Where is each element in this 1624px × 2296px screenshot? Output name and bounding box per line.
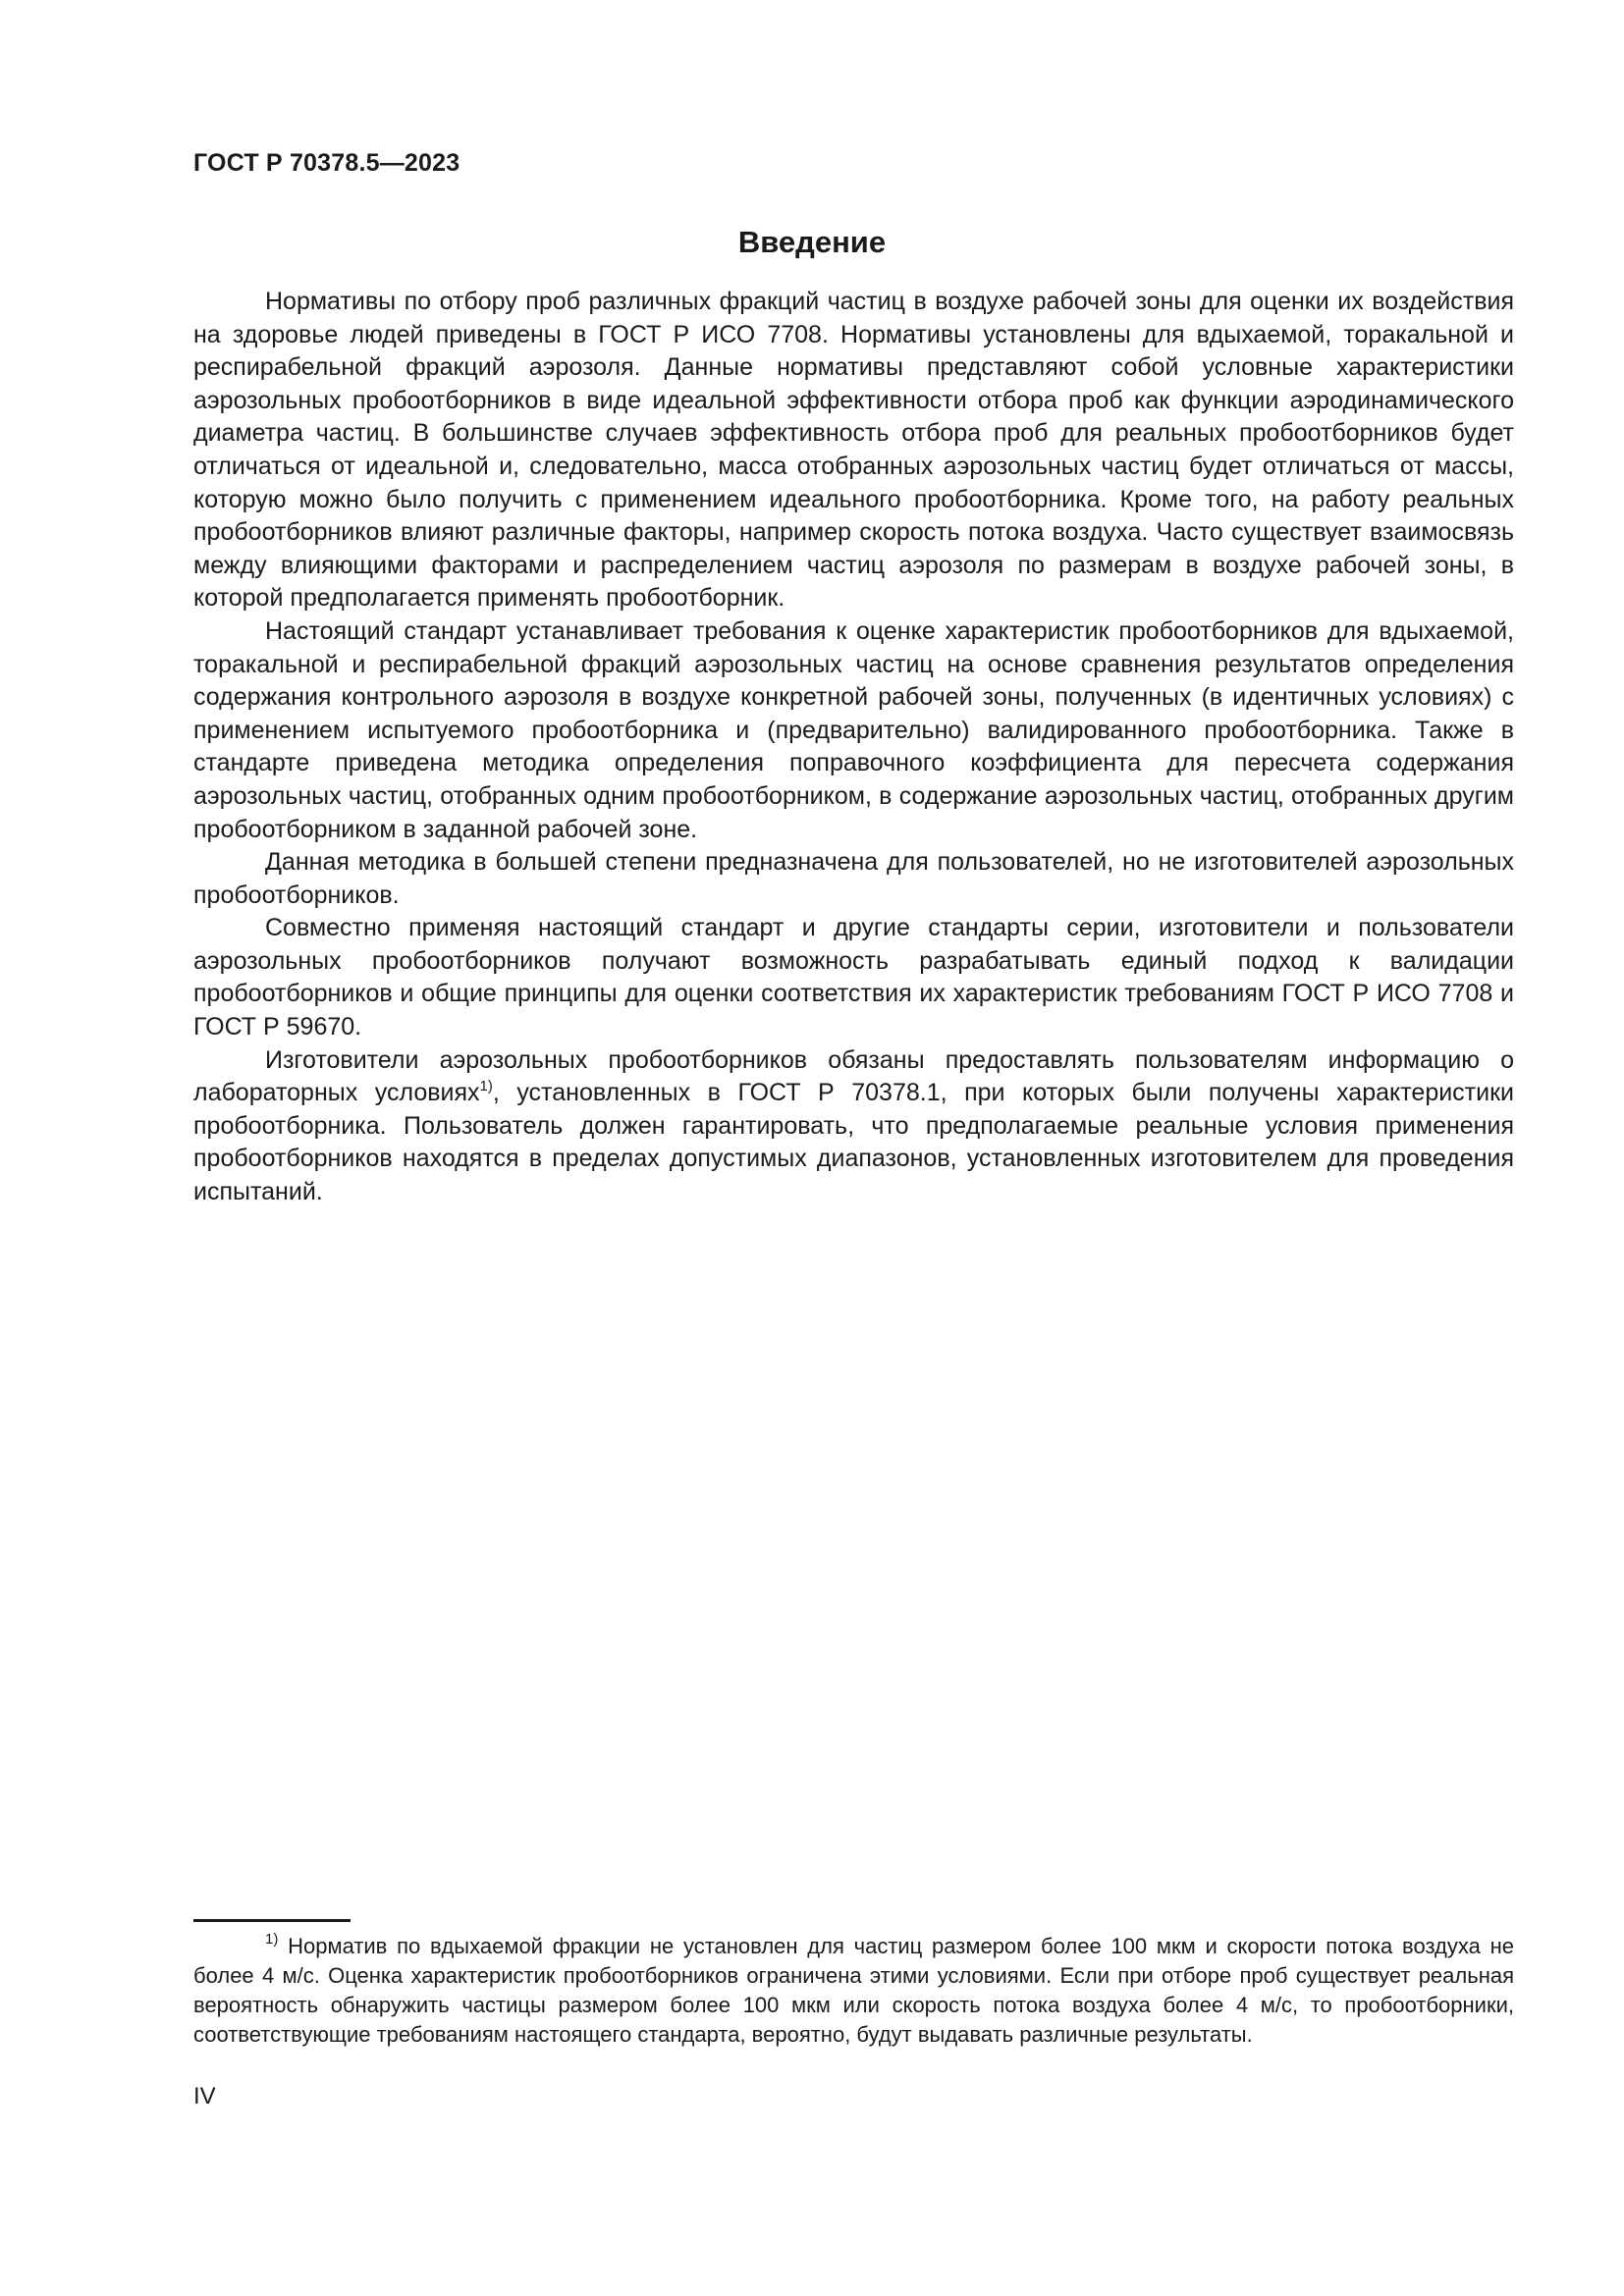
footnote-mark: 1): [265, 1931, 279, 1948]
footnote-paragraph: [193, 1932, 1514, 2050]
paragraph-4: Совместно применяя настоящий стандарт и другие стандарты серии, изготовители и пользователи аэрозольных пробоотборников получают возможность разрабатывать единый подход к валидации пробоотборников и общие принципы для оценки соответствия их характеристик требованиям ГОСТ Р ИСО 7708 и ГОСТ Р 59670.: [193, 914, 1514, 1041]
paragraph-1: Нормативы по отбору проб различных фракций частиц в воздухе рабочей зоны для оценки их воздействия на здоровье людей приведены в ГОСТ Р ИСО 7708. Нормативы установлены для вдыхаемой, торакальной и респирабельной фракций аэрозоля. Данные нормативы представляют собой условные характеристики аэрозольных пробоотборников в виде идеальной эффективности отбора проб как функции аэродинамического диаметра частиц. В большинстве случаев эффективность отбора проб для реальных пробоотборников будет отличаться от идеальной и, следовательно, масса отобранных аэрозольных частиц будет отличаться от массы, которую можно было получить с применением идеального пробоотборника. Кроме того, на работу реальных пробоотборников влияют различные факторы, например скорость потока воздуха. Часто существует взаимосвязь между влияющими факторами и распределением частиц аэрозоля по размерам в воздухе рабочей зоны, в которой предполагается применять пробоотборник.: [193, 288, 1514, 613]
body-text: [193, 286, 1514, 1209]
footnote-text: Норматив по вдыхаемой фракции не установлен для частиц размером более 100 мкм и скорости потока воздуха не более 4 м/с. Оценка характеристик пробоотборников ограничена этими условиями. Если при отборе проб существует реальная вероятность обнаружить частицы размером более 100 мкм или скорость потока воздуха более 4 м/с, то пробоотборники, соответствующие требованиям настоящего стандарта, вероятно, будут выдавать различные результаты.: [193, 1934, 1514, 2047]
footnote-separator: [193, 1919, 351, 1922]
paragraph-2: Настоящий стандарт устанавливает требования к оценке характеристик пробоотборников для вдыхаемой, торакальной и респирабельной фракций аэрозольных частиц на основе сравнения результатов определения содержания контрольного аэрозоля в воздухе конкретной рабочей зоны, полученных (в идентичных условиях) с применением испытуемого пробоотборника и (предварительно) валидированного пробоотборника. Также в стандарте приведена методика определения поправочного коэффициента для пересчета содержания аэрозольных частиц, отобранных одним пробоотборником, в содержание аэрозольных частиц, отобранных другим пробоотборником в заданной рабочей зоне.: [193, 616, 1514, 843]
paragraph-5-text-a: Изготовители аэрозольных пробоотборников обязаны предоставлять пользователям информацию о лабораторных условиях: [193, 1045, 1514, 1107]
page-number: IV: [193, 2083, 216, 2109]
footnote-reference: 1): [479, 1078, 493, 1095]
paragraph-3: Данная методика в большей степени предназначена для пользователей, но не изготовителей аэрозольных пробоотборников.: [193, 848, 1514, 909]
paragraph-5-text-b: , установленных в ГОСТ Р 70378.1, при которых были получены характеристики пробоотборника. Пользователь должен гарантировать, что предполагаемые реальные условия применения пробоотборников находятся в пределах допустимых диапазонов, установленных изготовителем для проведения испытаний.: [193, 1079, 1515, 1206]
footnote: [193, 1932, 1514, 2050]
document-code-header: ГОСТ Р 70378.5—2023: [193, 149, 460, 177]
section-title: Введение: [737, 225, 887, 259]
paragraph-5: [193, 1044, 1514, 1209]
